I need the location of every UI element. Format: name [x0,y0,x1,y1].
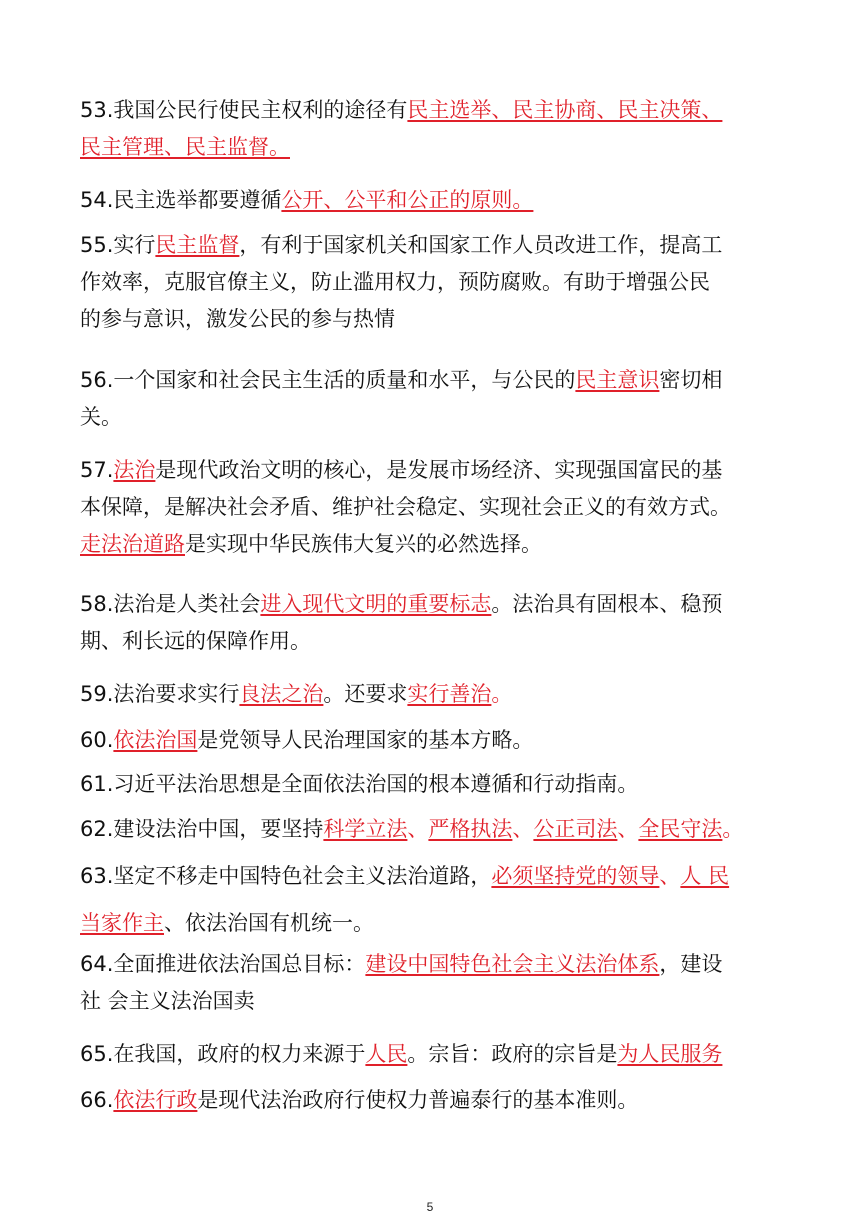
item-53: 53.我国公民行使民主权利的途径有民主选举、民主协商、民主决策、 民主管理、民主监督。 [80,98,723,159]
answer-53-a: 民主选举、民主协商、民主决策、 [407,98,723,122]
answer-62-c: 公正司法 [533,817,618,841]
item-66: 66.依法行政是现代法治政府行使权力普遍泰行的基本准则。 [80,1088,639,1112]
answer-63-b: 人 民 [680,864,730,888]
item-64: 64.全面推进依法治国总目标：建设中国特色社会主义法治体系，建设 社 会主义法治国卖 [80,952,723,1013]
answer-55: 民主监督 [155,233,240,257]
item-61: 61.习近平法治思想是全面依法治国的根本遵循和行动指南。 [80,772,639,796]
answer-64: 建设中国特色社会主义法治体系 [365,952,660,976]
item-65: 65.在我国，政府的权力来源于人民。宗旨：政府的宗旨是为人民服务 [80,1042,723,1066]
answer-57-b: 走法治道路 [80,532,185,556]
answer-62-a: 科学立法 [323,817,408,841]
item-57: 57.法治是现代政治文明的核心，是发展市场经济、实现强国富民的基 本保障，是解决社会矛盾、维护社会稳定、实现社会正义的有效方式。 走法治道路是实现中华民族伟大复兴的必然选择。 [80,458,731,556]
item-56: 56.一个国家和社会民主生活的质量和水平，与公民的民主意识密切相 关。 [80,368,723,429]
item-58: 58.法治是人类社会进入现代文明的重要标志。法治具有固根本、稳预 期、利长远的保障作用。 [80,592,723,653]
answer-59-a: 良法之治 [239,682,324,706]
item-63: 63.坚定不移走中国特色社会主义法治道路，必须坚持党的领导、人 民 当家作主、依法治国有机统一。 [80,864,730,935]
answer-53-b: 民主管理、民主监督。 [80,135,290,159]
answer-62-d: 全民守法 [638,817,723,841]
item-60: 60.依法治国是党领导人民治理国家的基本方略。 [80,728,534,752]
answer-63-a: 必须坚持党的领导 [491,864,660,888]
answer-63-c: 当家作主 [80,911,164,935]
answer-54: 公开、公平和公正的原则。 [281,188,534,212]
item-62: 62.建设法治中国，要坚持科学立法、严格执法、公正司法、全民守法。 [80,817,744,841]
answer-65-b: 为人民服务 [617,1042,723,1066]
item-54: 54.民主选举都要遵循公开、公平和公正的原则。 [80,188,534,212]
answer-62-b: 严格执法 [428,817,513,841]
answer-57-a: 法治 [113,458,156,482]
item-55: 55.实行民主监督，有利于国家机关和国家工作人员改进工作，提高工 作效率，克服官僚主义，防止滥用权力，预防腐败。有助于增强公民 的参与意识，激发公民的参与热情 [80,233,723,331]
answer-56: 民主意识 [575,368,660,392]
page-number: 5 [426,1200,434,1214]
answer-59-b: 实行善治 [407,682,492,706]
answer-58: 进入现代文明的重要标志 [260,592,492,616]
answer-65-a: 人民 [365,1042,408,1066]
item-59: 59.法治要求实行良法之治。还要求实行善治。 [80,682,513,706]
answer-66: 依法行政 [113,1088,198,1112]
answer-60: 依法治国 [113,728,198,752]
